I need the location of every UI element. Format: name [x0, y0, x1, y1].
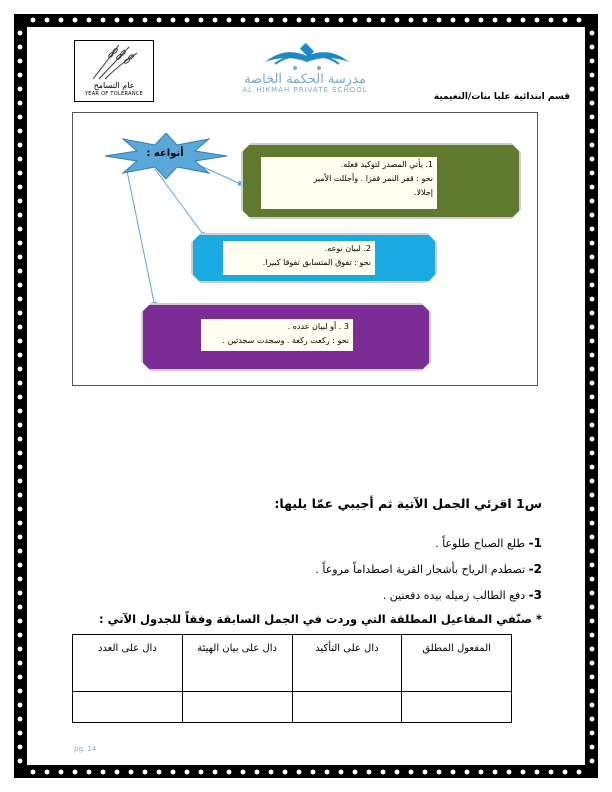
- answer-cell-number[interactable]: [73, 692, 183, 723]
- type-2-example: نحو : تفوق المتسابق تفوقا كبيرا.: [262, 258, 371, 267]
- sentence-2-number: 2-: [528, 562, 542, 576]
- type-1-definition: 1. يأتي المصدر لتوكيد فعله.: [340, 160, 433, 169]
- header-manner: دال على بيان الهيئة: [182, 635, 292, 692]
- tolerance-logo-english: YEAR OF TOLERANCE: [84, 91, 144, 97]
- sentence-1-text: طلع الصباح طلوعاً .: [435, 537, 526, 550]
- wheat-icon: [79, 43, 149, 81]
- type-1-example-cont: إجلالا.: [413, 188, 433, 197]
- page-border-pattern-left: [14, 26, 26, 766]
- answer-cell-emphasis[interactable]: [292, 692, 402, 723]
- header-absolute-object: المفعول المطلق: [402, 635, 512, 692]
- question-title: س1 اقرئي الجمل الآتية ثم أجيبي عمّا يليها:: [274, 496, 542, 511]
- type-1-example: نحو : قفز النمر قفزا . وأجللت الأمير: [313, 174, 433, 183]
- table-row: [73, 692, 512, 723]
- tolerance-logo-arabic: عام التسامح: [93, 81, 135, 90]
- type-3-note: [201, 319, 353, 351]
- page-border-pattern-top: [26, 14, 586, 26]
- types-diagram: [72, 112, 538, 386]
- answer-cell-absolute-object[interactable]: [402, 692, 512, 723]
- type-2-note: [223, 241, 375, 275]
- sentence-2-text: تصطدم الرياح بأشجار القرية اصطداماً مروعاً .: [315, 563, 526, 576]
- arrow-to-type-3: [127, 171, 155, 307]
- school-name-arabic: مدرسة الحكمة الخاصة: [244, 72, 366, 87]
- arrow-to-type-2: [155, 169, 205, 237]
- school-name-english: AL HIKMAH PRIVATE SCHOOL: [242, 86, 368, 94]
- table-header-row: [73, 635, 512, 692]
- type-2-definition: 2. لبيان نوعه.: [324, 244, 371, 253]
- sentence-1-number: 1-: [528, 536, 542, 550]
- type-3-definition: 3 . أو لبيان عدده .: [287, 322, 349, 331]
- instruction-text: * صنّفي المفاعيل المطلقة التي وردت في الجمل السابقة وفقاً للجدول الآتي :: [98, 612, 542, 626]
- page-border-pattern-bottom: [26, 766, 586, 778]
- types-label: أنواعه :: [146, 148, 184, 159]
- type-1-note: [261, 157, 437, 209]
- page-number: pg. 14: [74, 745, 97, 753]
- year-of-tolerance-logo: [74, 40, 154, 102]
- page-border-pattern-right: [586, 26, 598, 766]
- sentence-3-number: 3-: [528, 588, 542, 602]
- classification-table: [72, 634, 512, 723]
- type-3-example: نحو : ركعت ركعة . وسجدت سجدتين .: [222, 336, 349, 345]
- school-emblem-icon: [215, 42, 400, 76]
- sentence-3: [383, 588, 542, 602]
- sentence-3-text: دفع الطالب زميله بيده دفعتين .: [382, 589, 526, 602]
- header-number: دال على العدد: [73, 635, 183, 692]
- header-emphasis: دال على التأكيد: [292, 635, 402, 692]
- department-label: قسم ابتدائية عليا بنات/النعيمية: [433, 92, 570, 102]
- sentence-2: [315, 562, 542, 576]
- sentence-1: [435, 536, 542, 550]
- answer-cell-manner[interactable]: [182, 692, 292, 723]
